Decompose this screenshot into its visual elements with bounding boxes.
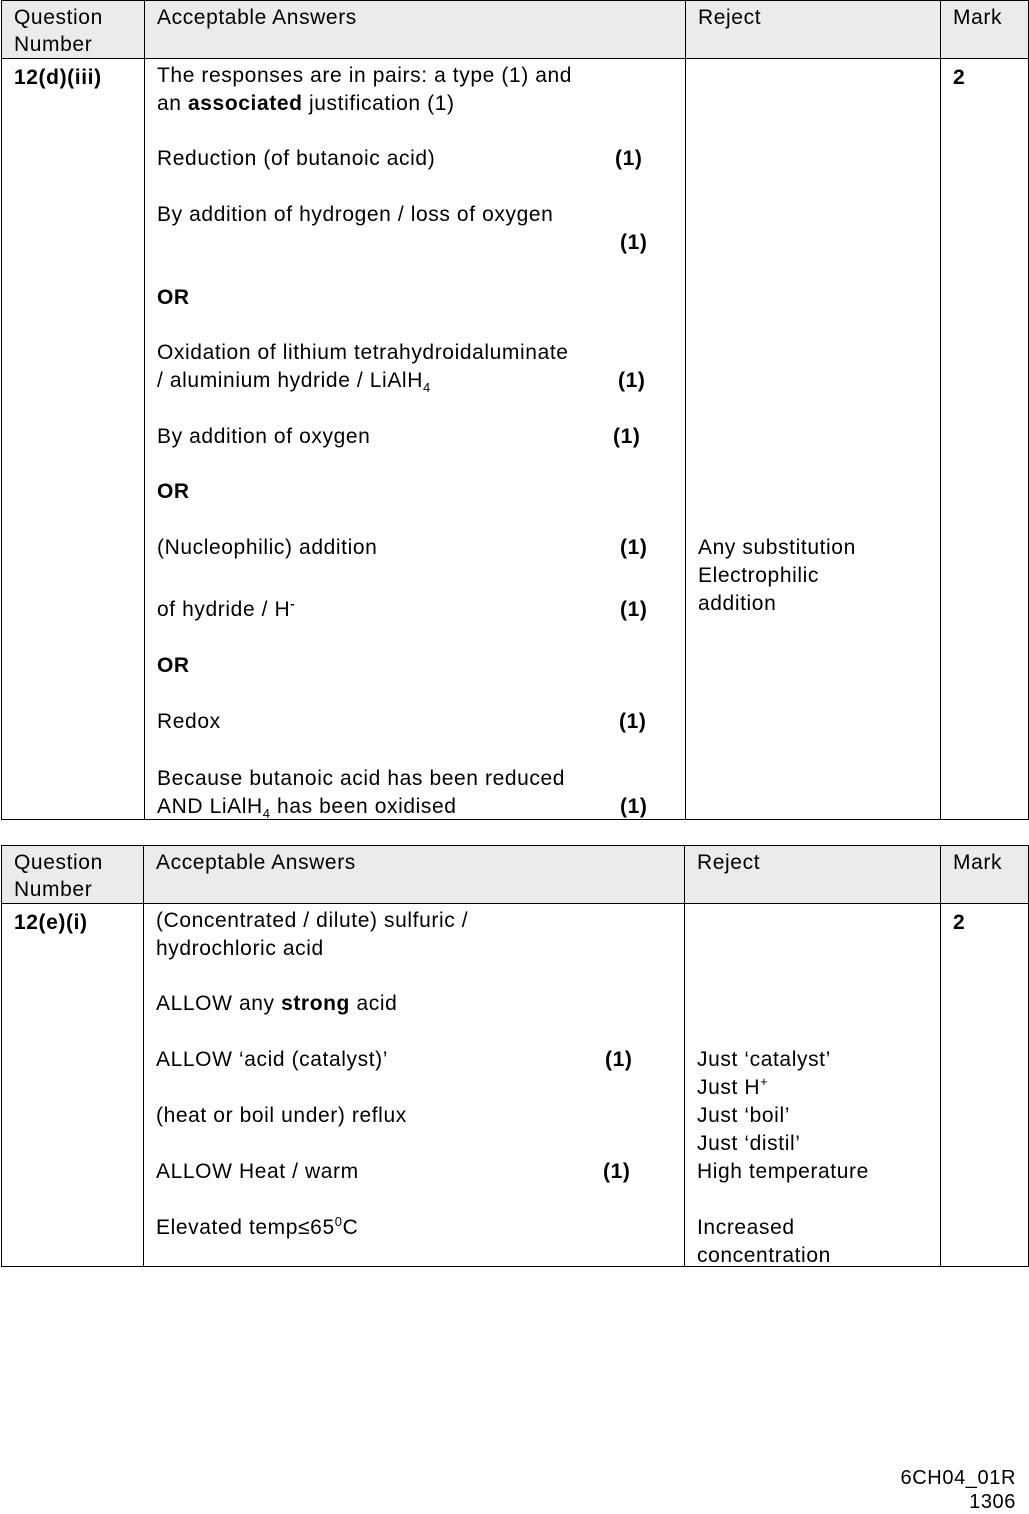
acid-answer-line-2: hydrochloric acid	[156, 937, 324, 960]
or-separator: OR	[157, 654, 190, 677]
oxidation-answer: Oxidation of lithium tetrahydroidaluminate	[157, 341, 569, 364]
question-number-header: Question Number	[14, 851, 103, 901]
mark-value: (1)	[620, 231, 648, 254]
reject-item: Any substitution	[698, 536, 856, 559]
reject-cell	[685, 904, 941, 1267]
allow-heat-warm: ALLOW Heat / warm	[156, 1160, 359, 1183]
mark-value: (1)	[620, 536, 648, 559]
answer-row	[2, 904, 1029, 1267]
elevated-temp: Elevated $temp\le 65^0C$	[156, 1214, 359, 1239]
because-answer-line-2: AND LiAlH$_4$ has been oxidised	[157, 795, 457, 822]
addition-hydrogen-answer: By addition of hydrogen / loss of oxygen	[157, 203, 554, 226]
mark-value: (1)	[613, 425, 641, 448]
mark-value: (1)	[620, 598, 648, 621]
reject-item: High temperature	[697, 1160, 869, 1183]
reject-item: Just ‘distil’	[697, 1132, 801, 1155]
intro-line: The responses are in pairs: a type (1) and	[157, 64, 573, 87]
mark-header: Mark	[953, 851, 1003, 874]
mark-scheme-table-12d-iii	[1, 0, 1029, 820]
hydride-answer: of hydride / H-	[157, 596, 296, 621]
reject-item: concentration	[697, 1244, 831, 1267]
reject-item: Just ‘boil’	[697, 1104, 790, 1127]
mark-value: (1)	[620, 795, 648, 818]
mark-value: (1)	[619, 710, 647, 733]
mark-scheme-table-12e-i	[1, 845, 1029, 1267]
reject-item: Just H+	[697, 1074, 769, 1099]
reject-header: Reject	[698, 6, 762, 29]
mark-value: (1)	[605, 1048, 633, 1071]
question-number: 12(d)(iii)	[14, 66, 102, 89]
associated-emphasis: associated	[188, 92, 303, 115]
mark-value: (1)	[603, 1160, 631, 1183]
question-number-header: Question Number	[14, 6, 103, 56]
reflux-answer: (heat or boil under) reflux	[156, 1104, 407, 1127]
question-number: 12(e)(i)	[14, 911, 88, 934]
nucleophilic-addition-answer: (Nucleophilic) addition	[157, 536, 378, 559]
addition-oxygen-answer: By addition of oxygen	[157, 425, 371, 448]
reject-item: Just ‘catalyst’	[697, 1048, 831, 1071]
allow-acid-catalyst: ALLOW ‘acid (catalyst)’	[156, 1048, 389, 1071]
acceptable-answers-cell	[144, 904, 685, 1267]
mark-value: (1)	[618, 369, 646, 392]
reject-header: Reject	[697, 851, 761, 874]
answer-row	[2, 59, 1029, 820]
total-mark: 2	[953, 911, 966, 934]
strong-emphasis: strong	[281, 992, 350, 1015]
oxidation-answer-line-2: / aluminium hydride / LiAlH$_4$	[157, 369, 431, 396]
mark-value: (1)	[615, 147, 643, 170]
allow-strong-acid: ALLOW any strong acid	[156, 992, 398, 1015]
mark-header: Mark	[953, 6, 1003, 29]
reduction-answer: Reduction (of butanoic acid)	[157, 147, 436, 170]
acceptable-answers-cell	[145, 59, 686, 820]
acceptable-answers-header: Acceptable Answers	[156, 851, 356, 874]
header-row	[2, 846, 1029, 904]
reject-item: Increased	[697, 1216, 795, 1239]
acceptable-answers-header: Acceptable Answers	[157, 6, 357, 29]
intro-line-2: an associated justification (1)	[157, 92, 455, 115]
reject-item: addition	[698, 592, 777, 615]
page-number: 1306	[969, 1491, 1016, 1513]
because-answer: Because butanoic acid has been reduced	[157, 767, 566, 790]
reject-cell	[686, 59, 941, 820]
redox-answer: Redox	[157, 710, 221, 733]
or-separator: OR	[157, 286, 190, 309]
total-mark: 2	[953, 66, 966, 89]
acid-answer: (Concentrated / dilute) sulfuric /	[156, 909, 469, 932]
header-row	[2, 1, 1029, 59]
reject-item: Electrophilic	[698, 564, 820, 587]
or-separator: OR	[157, 480, 190, 503]
paper-code: 6CH04_01R	[900, 1467, 1016, 1489]
